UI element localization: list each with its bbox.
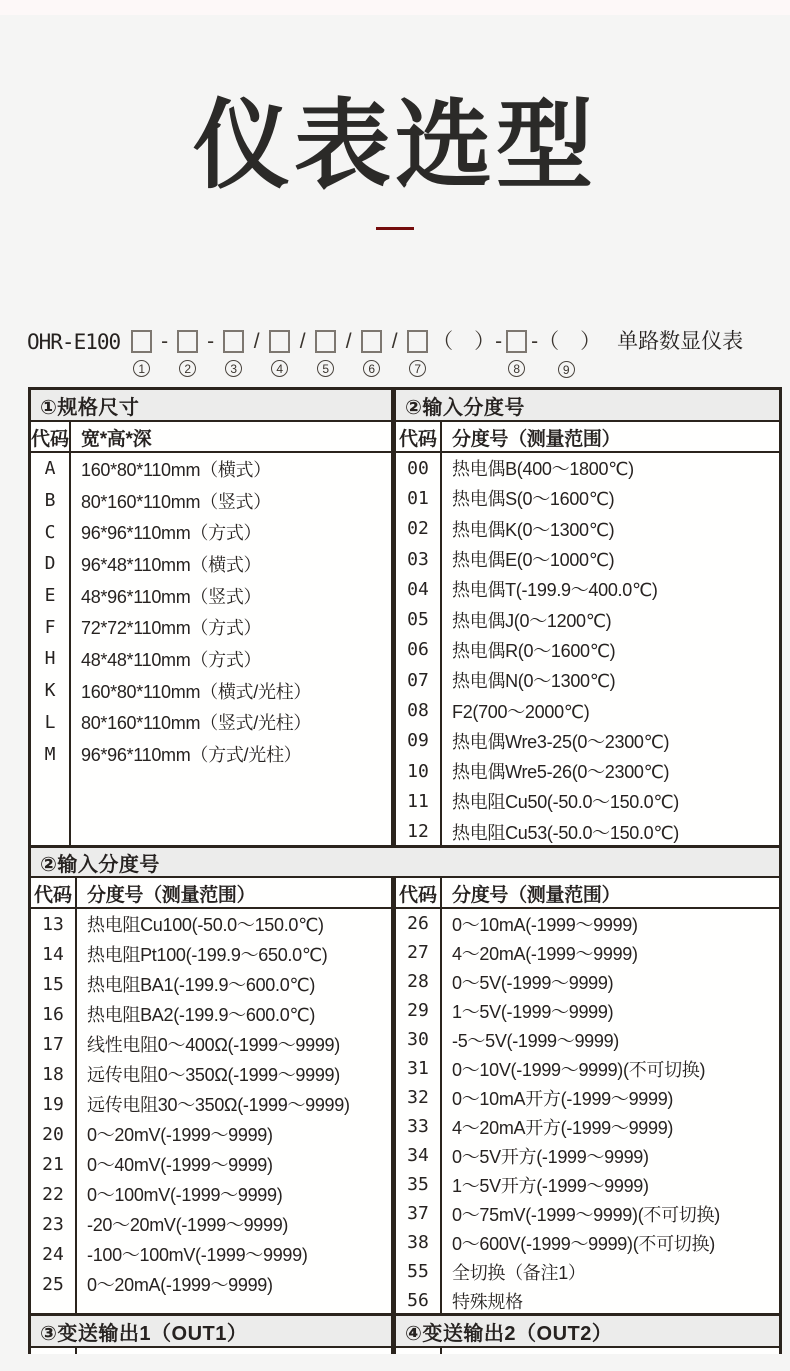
table-row bbox=[396, 996, 779, 1025]
model-code-separator bbox=[531, 330, 601, 378]
code-column-header: 代码 bbox=[33, 885, 72, 906]
desc-cell: 热电阻Cu50(-50.0～150.0℃) bbox=[452, 792, 680, 813]
model-code-box bbox=[131, 330, 152, 353]
table-row bbox=[396, 756, 779, 786]
table-row bbox=[396, 635, 779, 665]
model-prefix: OHR-E100 bbox=[27, 330, 121, 354]
column-divider bbox=[440, 909, 442, 1313]
desc-cell: -100～100mV(-1999～9999) bbox=[87, 1245, 308, 1265]
model-code-separator bbox=[386, 330, 403, 378]
column-divider bbox=[440, 453, 442, 845]
code-cell: 28 bbox=[407, 971, 429, 992]
model-code-line bbox=[27, 330, 790, 378]
desc-cell: 0～20mA(-1999～9999) bbox=[87, 1275, 273, 1295]
code-cell: 37 bbox=[407, 1203, 429, 1224]
desc-cell: 48*48*110mm（方式） bbox=[81, 649, 262, 670]
table-row bbox=[31, 939, 391, 969]
desc-cell: 0～10mA(-1999～9999) bbox=[452, 914, 638, 935]
separator-text: - bbox=[207, 330, 215, 353]
table-row bbox=[31, 1089, 391, 1119]
table-row bbox=[31, 1029, 391, 1059]
model-code-box-segment bbox=[223, 330, 244, 377]
desc-column-header: 宽*高*深 bbox=[81, 429, 152, 450]
section3-left-header: ③变送输出1（OUT1） bbox=[31, 1316, 391, 1346]
model-code-box-segment bbox=[131, 330, 152, 377]
desc-cell: 0～100mV(-1999～9999) bbox=[87, 1185, 283, 1205]
table-row bbox=[396, 453, 779, 483]
table-row bbox=[396, 1199, 779, 1228]
code-cell: 05 bbox=[407, 609, 429, 631]
position-number-circle: 4 bbox=[271, 360, 288, 377]
model-code-box-segment bbox=[177, 330, 198, 377]
desc-cell: 热电偶K(0～1300℃) bbox=[452, 519, 615, 540]
code-cell: B bbox=[44, 490, 56, 512]
code-cell: 21 bbox=[42, 1153, 64, 1175]
model-code-separator bbox=[340, 330, 357, 378]
table-row bbox=[31, 485, 391, 517]
code-column-header: 代码 bbox=[398, 885, 437, 906]
section1-header-band bbox=[31, 390, 779, 420]
code-cell: L bbox=[44, 711, 56, 733]
code-cell: 33 bbox=[407, 1116, 429, 1137]
table-row bbox=[31, 548, 391, 580]
table-row bbox=[396, 1257, 779, 1286]
code-cell: 35 bbox=[407, 1174, 429, 1195]
table-header-row bbox=[31, 878, 391, 909]
position-number-circle: 1 bbox=[133, 360, 150, 377]
desc-cell: 48*96*110mm（竖式） bbox=[81, 586, 262, 607]
position-number-circle: 9 bbox=[558, 361, 575, 378]
desc-cell: 0～10V(-1999～9999)(不可切换) bbox=[452, 1059, 706, 1080]
code-cell: 10 bbox=[407, 760, 429, 782]
table-header-row bbox=[31, 422, 391, 453]
section1-right-header: ②输入分度号 bbox=[396, 390, 779, 420]
table-row bbox=[31, 738, 391, 770]
model-code-box bbox=[177, 330, 198, 353]
table-row bbox=[31, 1239, 391, 1269]
code-cell: 20 bbox=[42, 1123, 64, 1145]
table-header-row bbox=[396, 422, 779, 453]
table-header-row bbox=[396, 878, 779, 909]
section1-body-band bbox=[31, 451, 779, 845]
table-row bbox=[31, 643, 391, 675]
model-code-box bbox=[407, 330, 428, 353]
table-row bbox=[396, 1141, 779, 1170]
table-row bbox=[396, 786, 779, 816]
size-table-body bbox=[31, 453, 391, 845]
table-row bbox=[396, 967, 779, 996]
code-cell: 16 bbox=[42, 1003, 64, 1025]
desc-cell: 0～600V(-1999～9999)(不可切换) bbox=[452, 1233, 715, 1254]
table-row bbox=[396, 1054, 779, 1083]
code-cell: 27 bbox=[407, 942, 429, 963]
top-strip bbox=[0, 0, 790, 15]
table-row bbox=[31, 1119, 391, 1149]
model-code-separator bbox=[202, 330, 219, 378]
table-row bbox=[31, 969, 391, 999]
code-cell: 06 bbox=[407, 639, 429, 661]
model-code-separator bbox=[248, 330, 265, 378]
code-cell: 08 bbox=[407, 700, 429, 722]
selection-table bbox=[28, 387, 782, 1354]
code-cell: 15 bbox=[42, 973, 64, 995]
desc-cell: 1～5V开方(-1999～9999) bbox=[452, 1175, 649, 1196]
code-cell: C bbox=[44, 521, 56, 543]
table-row bbox=[31, 1149, 391, 1179]
column-divider bbox=[69, 453, 71, 845]
desc-cell: -5～5V(-1999～9999) bbox=[452, 1030, 619, 1051]
desc-cell: 96*48*110mm（横式） bbox=[81, 554, 262, 575]
table-row bbox=[396, 665, 779, 695]
desc-cell: 热电阻BA2(-199.9～600.0℃) bbox=[87, 1005, 316, 1025]
column-divider bbox=[440, 422, 442, 451]
table-row bbox=[396, 817, 779, 847]
input-table-body-00-12 bbox=[391, 453, 779, 845]
code-cell: 24 bbox=[42, 1243, 64, 1265]
desc-cell: 96*96*110mm（方式/光柱） bbox=[81, 745, 302, 766]
desc-cell: 0～10mA开方(-1999～9999) bbox=[452, 1088, 674, 1109]
desc-cell: 热电偶E(0～1000℃) bbox=[452, 550, 615, 571]
code-cell: 01 bbox=[407, 487, 429, 509]
code-cell: 29 bbox=[407, 1000, 429, 1021]
desc-cell: 热电偶Wre3-25(0～2300℃) bbox=[452, 731, 670, 752]
separator-text: / bbox=[345, 330, 352, 353]
column-divider bbox=[75, 1348, 77, 1354]
desc-cell: 72*72*110mm（方式） bbox=[81, 618, 262, 639]
desc-cell: 96*96*110mm（方式） bbox=[81, 523, 262, 544]
code-cell: 11 bbox=[407, 790, 429, 812]
table-row bbox=[396, 726, 779, 756]
desc-cell: 远传电阻0～350Ω(-1999～9999) bbox=[87, 1065, 340, 1085]
code-cell: 25 bbox=[42, 1273, 64, 1295]
code-cell: 04 bbox=[407, 578, 429, 600]
table-row bbox=[31, 999, 391, 1029]
desc-column-header: 分度号（测量范围） bbox=[87, 885, 256, 906]
section3-header-band bbox=[31, 1313, 779, 1346]
column-divider bbox=[440, 878, 442, 907]
code-cell: 23 bbox=[42, 1213, 64, 1235]
table-row bbox=[31, 1209, 391, 1239]
column-divider bbox=[69, 422, 71, 451]
code-cell: 00 bbox=[407, 457, 429, 479]
model-suffix: 单路数显仪表 bbox=[617, 330, 744, 353]
desc-cell: 0～20mV(-1999～9999) bbox=[87, 1125, 273, 1145]
desc-cell: 热电偶S(0～1600℃) bbox=[452, 489, 615, 510]
title-underline bbox=[376, 227, 414, 230]
section2-colheader-band bbox=[31, 876, 779, 907]
table-row bbox=[396, 1083, 779, 1112]
code-cell: K bbox=[44, 680, 56, 702]
code-cell: 17 bbox=[42, 1033, 64, 1055]
table-row bbox=[396, 1228, 779, 1257]
section1-left-header: ①规格尺寸 bbox=[31, 390, 391, 420]
separator-text: - bbox=[161, 330, 169, 353]
code-column-header: 代码 bbox=[398, 429, 437, 450]
desc-cell: 0～75mV(-1999～9999)(不可切换) bbox=[452, 1204, 720, 1225]
desc-cell: 热电阻Cu100(-50.0～150.0℃) bbox=[87, 915, 324, 935]
desc-cell: 0～5V开方(-1999～9999) bbox=[452, 1146, 649, 1167]
clipped-row-sliver bbox=[31, 1346, 779, 1354]
model-code-box-segment bbox=[506, 330, 527, 377]
desc-cell: 1～5V(-1999～9999) bbox=[452, 1001, 614, 1022]
table-row bbox=[31, 909, 391, 939]
table-row bbox=[396, 1025, 779, 1054]
code-cell: 18 bbox=[42, 1063, 64, 1085]
desc-cell: 0～40mV(-1999～9999) bbox=[87, 1155, 273, 1175]
desc-cell: 4～20mA开方(-1999～9999) bbox=[452, 1117, 674, 1138]
desc-cell: 热电阻Pt100(-199.9～650.0℃) bbox=[87, 945, 328, 965]
code-cell: F bbox=[44, 616, 56, 638]
code-cell: 02 bbox=[407, 518, 429, 540]
model-code-box bbox=[269, 330, 290, 353]
code-cell: 22 bbox=[42, 1183, 64, 1205]
separator-text: （ ）- bbox=[432, 330, 503, 353]
model-code-separator bbox=[432, 330, 502, 378]
table-row bbox=[396, 695, 779, 725]
section2-body-band bbox=[31, 907, 779, 1313]
table-row bbox=[396, 544, 779, 574]
table-row bbox=[396, 1112, 779, 1141]
model-code-box bbox=[315, 330, 336, 353]
table-row bbox=[31, 453, 391, 485]
section2-header-band bbox=[31, 845, 779, 876]
desc-cell: 热电偶R(0～1600℃) bbox=[452, 640, 616, 661]
code-column-header: 代码 bbox=[31, 429, 70, 450]
position-number-circle: 2 bbox=[179, 360, 196, 377]
table-row bbox=[31, 516, 391, 548]
desc-cell: 热电偶Wre5-26(0～2300℃) bbox=[452, 762, 670, 783]
desc-cell: 远传电阻30～350Ω(-1999～9999) bbox=[87, 1095, 350, 1115]
code-cell: D bbox=[44, 553, 56, 575]
code-cell: 26 bbox=[407, 913, 429, 934]
table-row bbox=[396, 483, 779, 513]
desc-cell: 特殊规格 bbox=[452, 1291, 523, 1312]
separator-text: / bbox=[253, 330, 260, 353]
table-row bbox=[396, 909, 779, 938]
model-code-separator bbox=[294, 330, 311, 378]
code-cell: 56 bbox=[407, 1290, 429, 1311]
code-cell: H bbox=[44, 648, 56, 670]
separator-text: / bbox=[299, 330, 306, 353]
section1-colheader-band bbox=[31, 420, 779, 451]
desc-cell: -20～20mV(-1999～9999) bbox=[87, 1215, 289, 1235]
table-row bbox=[396, 938, 779, 967]
table-row bbox=[396, 574, 779, 604]
page-title: 仪表选型 bbox=[193, 89, 597, 202]
model-code-separator bbox=[156, 330, 173, 378]
table-row bbox=[31, 1269, 391, 1299]
code-cell: 30 bbox=[407, 1029, 429, 1050]
code-cell: 12 bbox=[407, 821, 429, 843]
desc-cell: 4～20mA(-1999～9999) bbox=[452, 943, 638, 964]
input-table-body-13-25 bbox=[31, 909, 391, 1313]
model-code-box-segment bbox=[315, 330, 336, 377]
desc-cell: F2(700～2000℃) bbox=[452, 701, 590, 722]
code-cell: 55 bbox=[407, 1261, 429, 1282]
column-divider bbox=[75, 878, 77, 907]
separator-text: / bbox=[391, 330, 398, 353]
section2-header: ②输入分度号 bbox=[31, 848, 779, 876]
table-row bbox=[31, 580, 391, 612]
table-row bbox=[396, 604, 779, 634]
position-number-circle: 3 bbox=[225, 360, 242, 377]
position-number-circle: 7 bbox=[409, 360, 426, 377]
table-row bbox=[396, 514, 779, 544]
desc-cell: 80*160*110mm（竖式） bbox=[81, 491, 271, 512]
code-cell: A bbox=[44, 458, 56, 480]
code-cell: 09 bbox=[407, 730, 429, 752]
model-code-box-segment bbox=[361, 330, 382, 377]
desc-cell: 160*80*110mm（横式） bbox=[81, 459, 271, 480]
code-cell: 31 bbox=[407, 1058, 429, 1079]
table-row bbox=[31, 1059, 391, 1089]
desc-cell: 线性电阻0～400Ω(-1999～9999) bbox=[87, 1035, 340, 1055]
desc-cell: 160*80*110mm（横式/光柱） bbox=[81, 681, 312, 702]
model-code-box-segment bbox=[407, 330, 428, 377]
column-divider bbox=[440, 1348, 442, 1354]
code-cell: 07 bbox=[407, 669, 429, 691]
input-table-body-26-56 bbox=[391, 909, 779, 1313]
desc-cell: 0～5V(-1999～9999) bbox=[452, 972, 614, 993]
model-code-box bbox=[361, 330, 382, 353]
column-divider bbox=[75, 909, 77, 1313]
code-cell: M bbox=[44, 743, 56, 765]
desc-cell: 热电偶J(0～1200℃) bbox=[452, 610, 612, 631]
table-row bbox=[31, 675, 391, 707]
desc-column-header: 分度号（测量范围） bbox=[452, 429, 621, 450]
section3-right-header: ④变送输出2（OUT2） bbox=[396, 1316, 779, 1346]
desc-cell: 热电阻Cu53(-50.0～150.0℃) bbox=[452, 822, 680, 843]
desc-cell: 全切换（备注1） bbox=[452, 1262, 586, 1283]
position-number-circle: 8 bbox=[508, 360, 525, 377]
code-cell: 19 bbox=[42, 1093, 64, 1115]
table-row bbox=[31, 707, 391, 739]
separator-text: -（ ） bbox=[531, 330, 602, 353]
model-code-box bbox=[506, 330, 527, 353]
desc-cell: 热电偶B(400～1800℃) bbox=[452, 459, 634, 480]
desc-cell: 热电偶N(0～1300℃) bbox=[452, 671, 616, 692]
code-cell: 13 bbox=[42, 913, 64, 935]
table-row bbox=[396, 1286, 779, 1315]
model-code-segments bbox=[129, 330, 603, 378]
table-row bbox=[396, 1170, 779, 1199]
code-cell: 03 bbox=[407, 548, 429, 570]
position-number-circle: 6 bbox=[363, 360, 380, 377]
code-cell: 38 bbox=[407, 1232, 429, 1253]
code-cell: E bbox=[44, 585, 56, 607]
code-cell: 32 bbox=[407, 1087, 429, 1108]
model-code-box bbox=[223, 330, 244, 353]
desc-column-header: 分度号（测量范围） bbox=[452, 885, 621, 906]
table-row bbox=[31, 611, 391, 643]
model-code-box-segment bbox=[269, 330, 290, 377]
table-row bbox=[31, 1179, 391, 1209]
code-cell: 14 bbox=[42, 943, 64, 965]
desc-cell: 80*160*110mm（竖式/光柱） bbox=[81, 713, 312, 734]
position-number-circle: 5 bbox=[317, 360, 334, 377]
desc-cell: 热电偶T(-199.9～400.0℃) bbox=[452, 580, 658, 601]
code-cell: 34 bbox=[407, 1145, 429, 1166]
desc-cell: 热电阻BA1(-199.9～600.0℃) bbox=[87, 975, 316, 995]
